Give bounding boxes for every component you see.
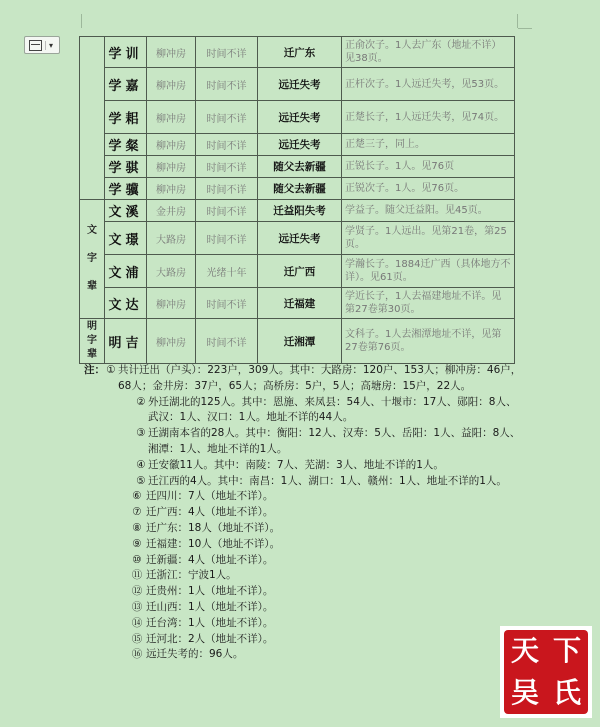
migration-time-cell: 时间不详 [196,288,258,319]
notes-section [84,363,524,663]
person-name-cell: 学骥 [105,178,147,200]
destination-cell: 随父去新疆 [258,156,342,178]
remark-cell: 正锐长子。1人。见76页 [342,156,515,178]
migration-time-cell: 时间不详 [196,68,258,101]
note-item [128,647,524,663]
table-row [80,255,515,288]
person-name-cell: 文璟 [105,222,147,255]
note-number: ⑮ [131,632,143,645]
note-number: ⑨ [132,537,142,550]
note-item [128,584,524,600]
layout-options-icon [29,40,42,51]
note-text: 迁贵州：1人（地址不详）。 [146,585,274,598]
note-number: ⑤ [136,474,146,487]
person-name-cell: 文浦 [105,255,147,288]
person-name-cell: 文溪 [105,200,147,222]
migration-time-cell: 时间不详 [196,178,258,200]
note-number: ⑪ [131,569,143,582]
seal-char: 天 [510,634,539,667]
person-name-cell: 学训 [105,37,147,68]
remark-cell: 学近长子，1人去福建地址不详。见第27卷第30页。 [342,288,515,319]
person-name-cell: 文达 [105,288,147,319]
generation-group-label [80,37,105,200]
note-number: ⑧ [132,521,142,534]
remark-cell: 正楚长子，1人远迁失考，见74页。 [342,101,515,134]
remark-cell: 正锐次子。1人。见76页。 [342,178,515,200]
destination-cell: 随父去新疆 [258,178,342,200]
branch-house-cell: 柳冲房 [147,68,196,101]
branch-house-cell: 大路房 [147,222,196,255]
note-number: ③ [136,427,146,440]
layout-options-button[interactable] [24,36,60,54]
table-row [80,68,515,101]
note-text: 外迁湖北的125人。其中：恩施、来凤县：54人、十堰市：17人、郧阳：8人、武汉：1人、汉口：1人。地址不详的44人。 [148,395,517,424]
margin-mark-top-right [517,14,518,28]
note-item [134,426,524,458]
person-name-cell: 学粲 [105,134,147,156]
note-item [134,458,524,474]
migration-time-cell: 时间不详 [196,319,258,364]
seal-char: 下 [552,634,581,667]
destination-cell: 远迁失考 [258,68,342,101]
note-number: ⑥ [132,490,142,503]
person-name-cell: 学骐 [105,156,147,178]
note-text: 迁湖南本省的28人。其中：衡阳：12人、汉寿：5人、岳阳：1人、益阳：8人、湘潭：1人、地址不详的1人。 [148,427,521,455]
remark-cell: 学瀚长子。1884迁广西（具体地方不详）。见61页。 [342,255,515,288]
branch-house-cell: 柳冲房 [147,156,196,178]
branch-house-cell: 柳冲房 [147,178,196,200]
note-item [128,553,524,569]
migration-time-cell: 时间不详 [196,200,258,222]
migration-table [79,36,515,364]
note-number: ⑦ [132,506,142,519]
chevron-down-icon: ▾ [45,41,53,50]
note-number: ⑩ [132,553,142,566]
remark-cell: 正杆次子。1人远迁失考，见53页。 [342,68,515,101]
table-row [80,200,515,222]
note-item [128,568,524,584]
remark-cell: 文科子。1人去湘潭地址不详，见第27卷第76页。 [342,319,515,364]
branch-house-cell: 柳冲房 [147,101,196,134]
note-item [128,632,524,648]
person-name-cell: 学嘉 [105,68,147,101]
note-item [134,395,524,427]
notes-label: 注： [84,364,105,376]
note-number: ① [106,364,116,376]
destination-cell: 远迁失考 [258,134,342,156]
destination-cell: 远迁失考 [258,222,342,255]
wu-clan-seal-logo [500,626,592,718]
table-row [80,319,515,364]
seal-char: 吴 [510,676,539,709]
branch-house-cell: 柳冲房 [147,319,196,364]
note-text: 迁江西的4人。其中：南昌：1人、湖口：1人、赣州：1人、地址不详的1人。 [148,474,507,487]
note-number: ② [136,395,146,408]
person-name-cell: 学耜 [105,101,147,134]
seal-char: 氏 [552,676,581,709]
branch-house-cell: 柳冲房 [147,134,196,156]
table-row [80,178,515,200]
table-row [80,134,515,156]
generation-group-label: 明字辈 [80,319,105,364]
note-text: 迁浙江：宁波1人。 [146,569,237,582]
note-text: 迁新疆：4人（地址不详）。 [146,553,274,566]
migration-time-cell: 时间不详 [196,101,258,134]
note-text: 远迁失考的：96人。 [146,648,244,661]
note-text: 迁河北：2人（地址不详）。 [146,632,274,645]
branch-house-cell: 柳冲房 [147,37,196,68]
note-text: 迁福建：10人（地址不详）。 [146,537,281,550]
branch-house-cell: 金井房 [147,200,196,222]
destination-cell: 远迁失考 [258,101,342,134]
note-text: 共计迁出（户头）：223户，309人。其中：大路房：120户、153人；柳冲房：46户，68人；金井房：37户，65人；高桥房：5户，5人；高塘房：15户，22人。 [118,364,522,392]
note-text: 迁广西：4人（地址不详）。 [146,506,274,519]
margin-mark-top-right-h [518,28,532,29]
table-row [80,288,515,319]
table-row [80,222,515,255]
note-item [84,363,524,395]
destination-cell: 迁广东 [258,37,342,68]
note-text: 迁安徽11人。其中：南陵：7人、芜湖：3人、地址不详的1人。 [148,458,444,471]
note-number: ⑯ [131,648,143,661]
remark-cell: 学贤子。1人远出。见第21卷，第25页。 [342,222,515,255]
migration-time-cell: 时间不详 [196,134,258,156]
migration-time-cell: 光绪十年 [196,255,258,288]
branch-house-cell: 大路房 [147,255,196,288]
destination-cell: 迁湘潭 [258,319,342,364]
migration-time-cell: 时间不详 [196,222,258,255]
migration-time-cell: 时间不详 [196,37,258,68]
margin-mark-top-left [81,14,82,28]
table-row [80,101,515,134]
destination-cell: 迁福建 [258,288,342,319]
note-text: 迁广东：18人（地址不详）。 [146,521,281,534]
remark-cell: 学益子。随父迁益阳。见45页。 [342,200,515,222]
table-row [80,37,515,68]
note-item [128,616,524,632]
note-text: 迁台湾：1人（地址不详）。 [146,616,274,629]
note-text: 迁山西：1人（地址不详）。 [146,600,274,613]
note-number: ⑫ [131,585,143,598]
note-number: ④ [136,458,146,471]
table-row [80,156,515,178]
note-item [128,489,524,505]
note-item [128,537,524,553]
person-name-cell: 明吉 [105,319,147,364]
generation-group-label: 文字辈 [80,200,105,319]
remark-cell: 正楚三子，同上。 [342,134,515,156]
destination-cell: 迁广西 [258,255,342,288]
migration-time-cell: 时间不详 [196,156,258,178]
note-text: 迁四川：7人（地址不详）。 [146,490,274,503]
note-number: ⑬ [131,600,143,613]
note-item [128,505,524,521]
note-number: ⑭ [131,616,143,629]
destination-cell: 迁益阳失考 [258,200,342,222]
seal-mark [504,630,588,714]
branch-house-cell: 柳冲房 [147,288,196,319]
note-item [128,600,524,616]
remark-cell: 正俞次子。1人去广东（地址不详）见38页。 [342,37,515,68]
note-item [134,474,524,490]
note-item [128,521,524,537]
